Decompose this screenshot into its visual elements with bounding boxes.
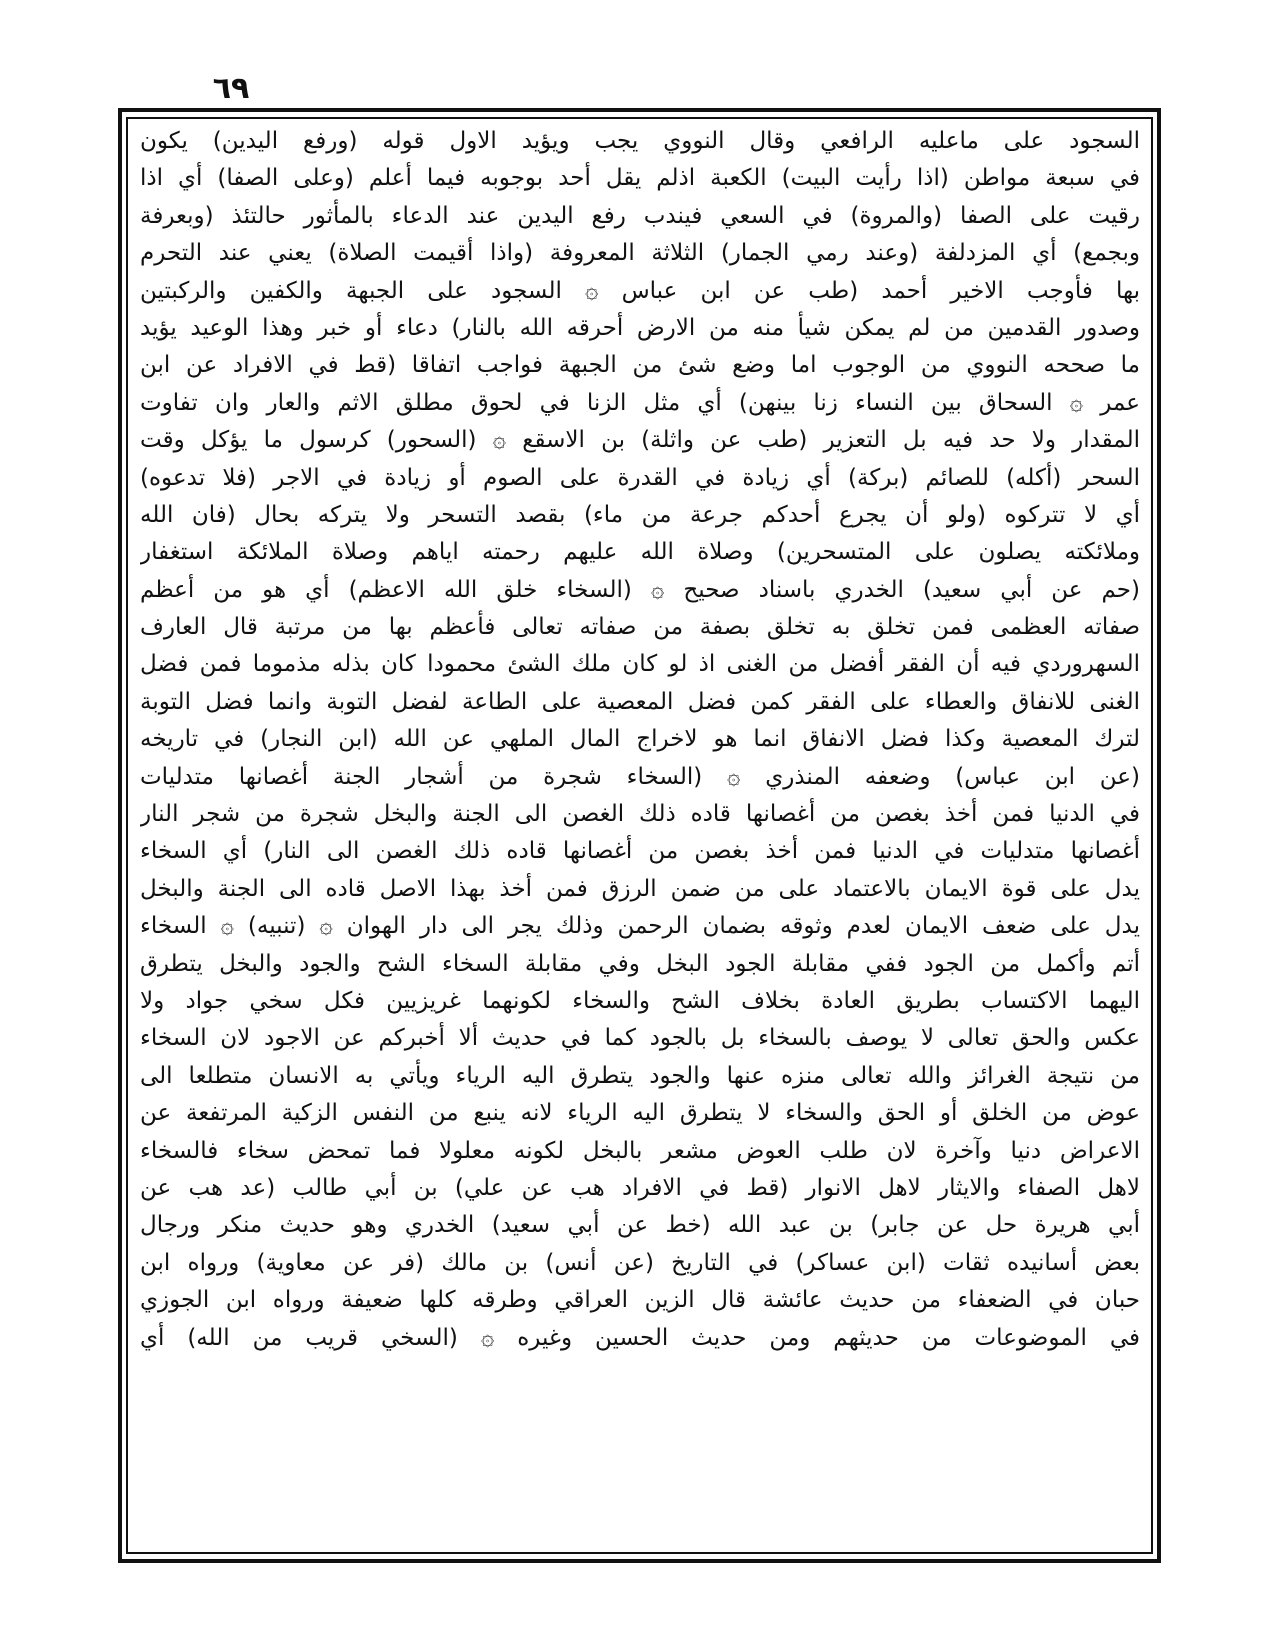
text-line: بعض أسانيده ثقات (ابن عساكر) في التاريخ (عن أنس) بن مالك (فر عن معاوية) ورواه ابن bbox=[140, 1249, 1140, 1276]
text-line: (عن ابن عباس) وضعفه المنذري ۞ (السخاء شجرة من أشجار الجنة أغصانها متدليات bbox=[140, 763, 1140, 790]
page-text-block bbox=[140, 123, 1140, 1543]
text-line: السجود على ماعليه الرافعي وقال النووي يجب ويؤيد الاول قوله (ورفع اليدين) يكون bbox=[140, 128, 1140, 154]
text-line: الاعراض دنيا وآخرة لان طلب العوض مشعر بالبخل لكونه معلولا فما تمحض سخاء فالسخاء bbox=[140, 1137, 1140, 1164]
text-line: في الدنيا فمن أخذ بغصن من أغصانها قاده ذلك الغصن الى الجنة والبخل شجرة من شجر النار bbox=[140, 801, 1140, 828]
text-line: لاهل الصفاء والايثار لاهل الانوار (قط في الافراد هب عن علي) بن أبي طالب (عد هب عن bbox=[140, 1174, 1140, 1201]
text-line: يدل على قوة الايمان بالاعتماد على من ضمن الرزق فمن أخذ بهذا الاصل قاده الى الجنة والبخل bbox=[140, 875, 1140, 902]
text-line: بها فأوجب الاخير أحمد (طب عن ابن عباس ۞ السجود على الجبهة والكفين والركبتين bbox=[140, 277, 1140, 304]
text-line: في سبعة مواطن (اذا رأيت البيت) الكعبة اذلم يقل أحد بوجوبه فيما أعلم (وعلى الصفا) أي اذا bbox=[140, 165, 1140, 192]
text-line: أتم وأكمل من الجود ففي مقابلة الجود البخل وفي مقابلة السخاء الشح والجود والبخل يتطرق bbox=[140, 950, 1140, 977]
text-line: عكس والحق تعالى لا يوصف بالسخاء بل بالجود كما في حديث ألا أخبركم عن الاجود لان السخاء bbox=[140, 1025, 1140, 1052]
text-line: في الموضوعات من حديثهم ومن حديث الحسين وغيره ۞ (السخي قريب من الله) أي bbox=[140, 1324, 1140, 1351]
page-number: ٦٩ bbox=[212, 71, 250, 106]
text-line: لترك المعصية وكذا فضل الانفاق انما هو لاخراج المال الملهي عن الله (ابن النجار) في تاريخه bbox=[140, 726, 1140, 753]
text-line: أبي هريرة حل عن جابر) بن عبد الله (خط عن أبي سعيد) الخدري وهو حديث منكر ورجال bbox=[140, 1212, 1140, 1239]
text-line: وملائكته يصلون على المتسحرين) وصلاة الله عليهم رحمته اياهم وصلاة الملائكة استغفار bbox=[140, 539, 1140, 566]
text-line: المقدار ولا حد فيه بل التعزير (طب عن واثلة) بن الاسقع ۞ (السحور) كرسول ما يؤكل وقت bbox=[140, 427, 1140, 454]
text-line: أي لا تتركوه (ولو أن يجرع أحدكم جرعة من ماء) بقصد التسحر ولا يتركه بحال (فان الله bbox=[140, 501, 1140, 528]
text-line: صفاته العظمى فمن تخلق به تخلق بصفة من صفاته تعالى فأعظم بها من مرتبة قال العارف bbox=[140, 614, 1140, 641]
text-line: ما صححه النووي من الوجوب اما وضع شئ من الجبهة فواجب اتفاقا (قط في الافراد عن ابن bbox=[140, 352, 1140, 379]
text-line: أغصانها متدليات في الدنيا فمن أخذ بغصن من أغصانها قاده ذلك الغصن الى النار) أي السخاء bbox=[140, 838, 1140, 865]
text-line: يدل على ضعف الايمان لعدم وثوقه بضمان الرحمن وذلك يجر الى دار الهوان ۞ (تنبيه) ۞ السخاء bbox=[140, 913, 1140, 940]
text-line: من نتيجة الغرائز والله تعالى منزه عنها والجود يتطرق اليه الرياء ويأتي به الانسان متطلعا الى bbox=[140, 1062, 1140, 1089]
text-line: اليهما الاكتساب بطريق العادة بخلاف الشح والسخاء لكونهما غريزيين فكل سخي جواد ولا bbox=[140, 987, 1140, 1014]
text-line: (حم عن أبي سعيد) الخدري باسناد صحيح ۞ (السخاء خلق الله الاعظم) أي هو من أعظم bbox=[140, 576, 1140, 603]
text-line: السحر (أكله) للصائم (بركة) أي زيادة في القدرة على الصوم أو زيادة في الاجر (فلا تدعوه) bbox=[140, 464, 1140, 491]
text-line: عوض من الخلق أو الحق والسخاء لا يتطرق اليه الرياء لانه ينبع من النفس الزكية المرتفعة عن bbox=[140, 1100, 1140, 1127]
text-line bbox=[140, 1357, 1140, 1394]
text-line: رقيت على الصفا (والمروة) في السعي فيندب رفع اليدين عند الدعاء بالمأثور حالتئذ (وبعرفة bbox=[140, 202, 1140, 229]
text-line: عمر ۞ السحاق بين النساء زنا بينهن) أي مثل الزنا في لحوق مطلق الاثم والعار وان تفاوت bbox=[140, 389, 1140, 416]
text-line: الغنى للانفاق والعطاء على الفقر كمن فضل المعصية على الطاعة لفضل التوبة وانما فضل التوبة bbox=[140, 688, 1140, 715]
text-line: السهروردي فيه أن الفقر أفضل من الغنى اذ لو كان ملك الشئ محمودا كان بذله مذموما فمن فضل bbox=[140, 651, 1140, 678]
text-line: حبان في الضعفاء من حديث عائشة قال الزين العراقي وطرقه كلها ضعيفة ورواه ابن الجوزي bbox=[140, 1287, 1140, 1314]
text-line: وصدور القدمين من لم يمكن شيأ منه من الارض أحرقه الله بالنار) دعاء أو خبر وهذا الوعيد يؤيد bbox=[140, 314, 1140, 341]
text-line: وبجمع) أي المزدلفة (وعند رمي الجمار) الثلاثة المعروفة (واذا أقيمت الصلاة) يعني عند التحرم bbox=[140, 240, 1140, 267]
